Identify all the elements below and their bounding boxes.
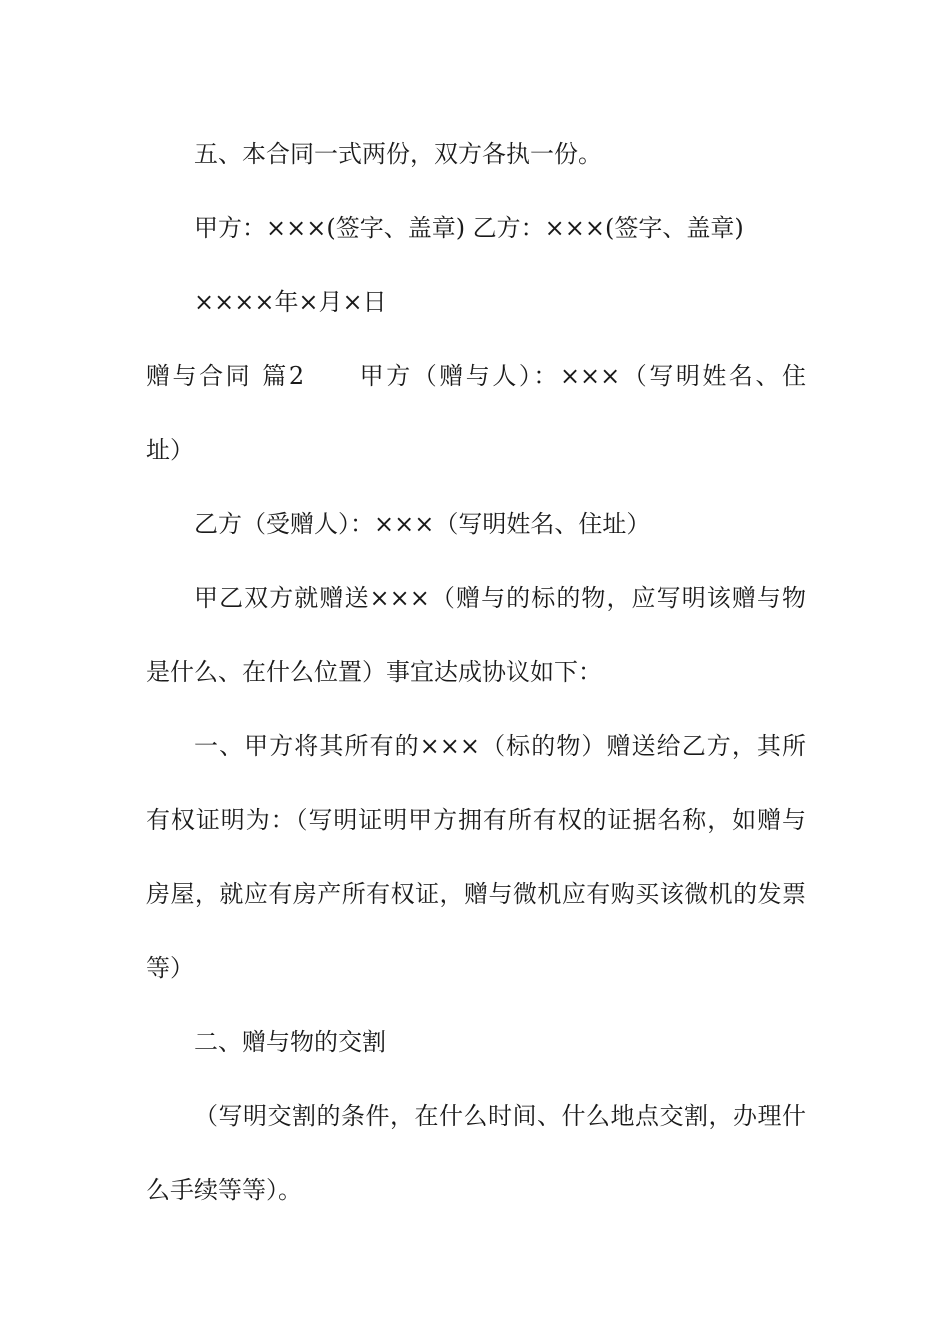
clause-one-line: 一、甲方将其所有的×××（标的物）赠送给乙方，其所 xyxy=(194,732,806,760)
body-line: 有权证明为：（写明证明甲方拥有所有权的证据名称，如赠与 xyxy=(146,806,806,834)
body-line: 等） xyxy=(146,954,194,982)
recipient-line: 乙方（受赠人）：×××（写明姓名、住址） xyxy=(194,510,651,538)
body-line: 么手续等等）。 xyxy=(146,1176,302,1204)
body-line: 是什么、在什么位置）事宜达成协议如下： xyxy=(146,658,602,686)
clause-five: 五、本合同一式两份，双方各执一份。 xyxy=(194,140,602,168)
clause-two-line: （写明交割的条件，在什么时间、什么地点交割，办理什 xyxy=(194,1102,806,1130)
body-line: 房屋，就应有房产所有权证，赠与微机应有购买该微机的发票 xyxy=(146,880,806,908)
date-line: ××××年×月×日 xyxy=(194,288,387,316)
signature-line: 甲方：×××(签字、盖章) 乙方：×××(签字、盖章) xyxy=(194,214,744,242)
clause-two-heading: 二、赠与物的交割 xyxy=(194,1028,386,1056)
body-line: 址） xyxy=(146,436,194,464)
agreement-intro-line: 甲乙双方就赠送×××（赠与的标的物，应写明该赠与物 xyxy=(194,584,806,612)
contract-heading-line: 赠与合同 篇2 甲方（赠与人）：×××（写明姓名、住 xyxy=(146,362,806,390)
